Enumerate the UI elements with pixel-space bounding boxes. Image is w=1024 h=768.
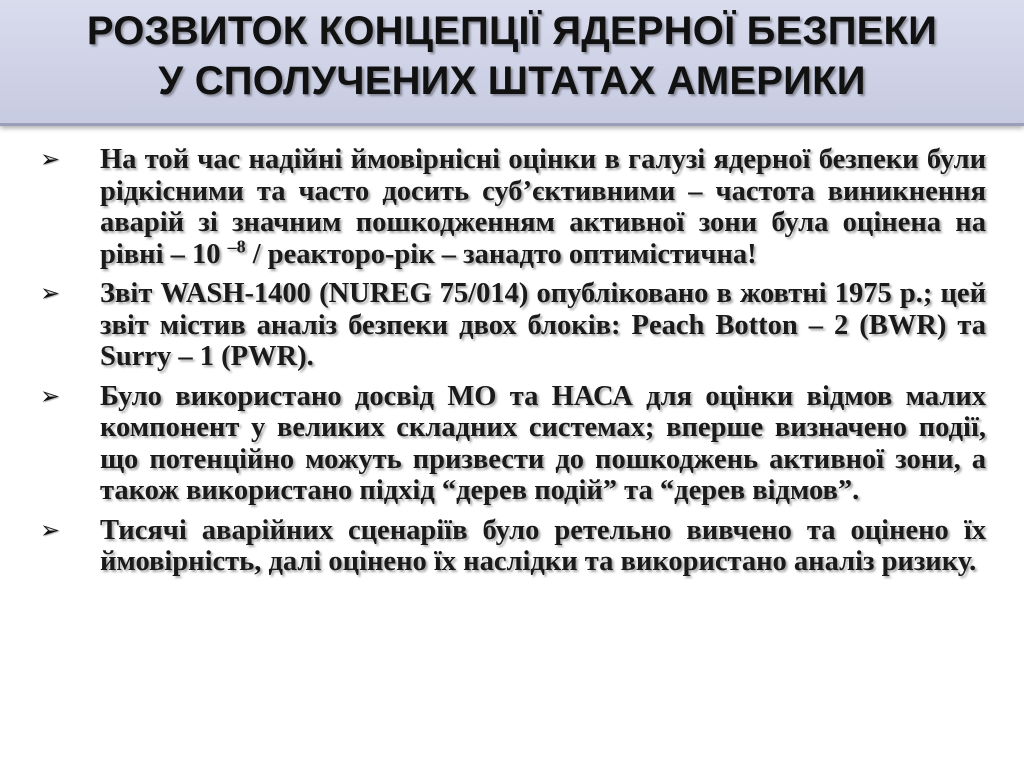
arrow-bullet-icon: ➢ [40, 145, 61, 173]
bullet-item-4 [40, 515, 986, 578]
arrow-bullet-icon: ➢ [40, 515, 61, 544]
bullet-text-3: Було використано досвід МО та НАСА для оцінки відмов малих компонент у великих складних системах; вперше визначено події, що потенційно можуть призвести до пошкоджень активної зони, а також використано підхід “дерев подій” та “дерев відмов”. [100, 380, 986, 506]
bullet-text-2: Звіт WASH-1400 (NUREG 75/014) опубліковано в жовтні 1975 р.; цей звіт містив аналіз безпеки двох блоків: Peach Botton – 2 (BWR) та Surry – 1 (PWR). [100, 278, 986, 372]
slide-title [0, 6, 1024, 106]
slide-title-line-1: РОЗВИТОК КОНЦЕПЦІЇ ЯДЕРНОЇ БЕЗПЕКИ [86, 9, 938, 53]
bullet-text-1b: / реакторо-рік – занадто оптимістична! [245, 238, 757, 270]
arrow-bullet-icon: ➢ [40, 381, 61, 410]
bullet-item-3 [40, 381, 986, 507]
bullet-item-2 [40, 278, 986, 373]
bullet-text-4: Тисячі аварійних сценаріїв було ретельно вивчено та оцінено їх ймовірність, далі оцінено їх наслідки та використано аналіз ризику. [100, 514, 986, 577]
title-band [0, 0, 1024, 124]
bullet-exponent: –8 [227, 236, 246, 256]
slide-title-line-2: У СПОЛУЧЕНИХ ШТАТАХ АМЕРИКИ [158, 59, 866, 103]
bullet-item-1 [40, 144, 986, 270]
bullet-list [40, 144, 986, 586]
bullet-text-1a: На той час надійні ймовірнісні оцінки в галузі ядерної безпеки були рідкісними та часто досить суб’єктивними – частота виникнення аварій зі значним пошкодженням активної зони була оцінена на рівні – 10 [100, 144, 986, 270]
arrow-bullet-icon: ➢ [40, 279, 61, 307]
